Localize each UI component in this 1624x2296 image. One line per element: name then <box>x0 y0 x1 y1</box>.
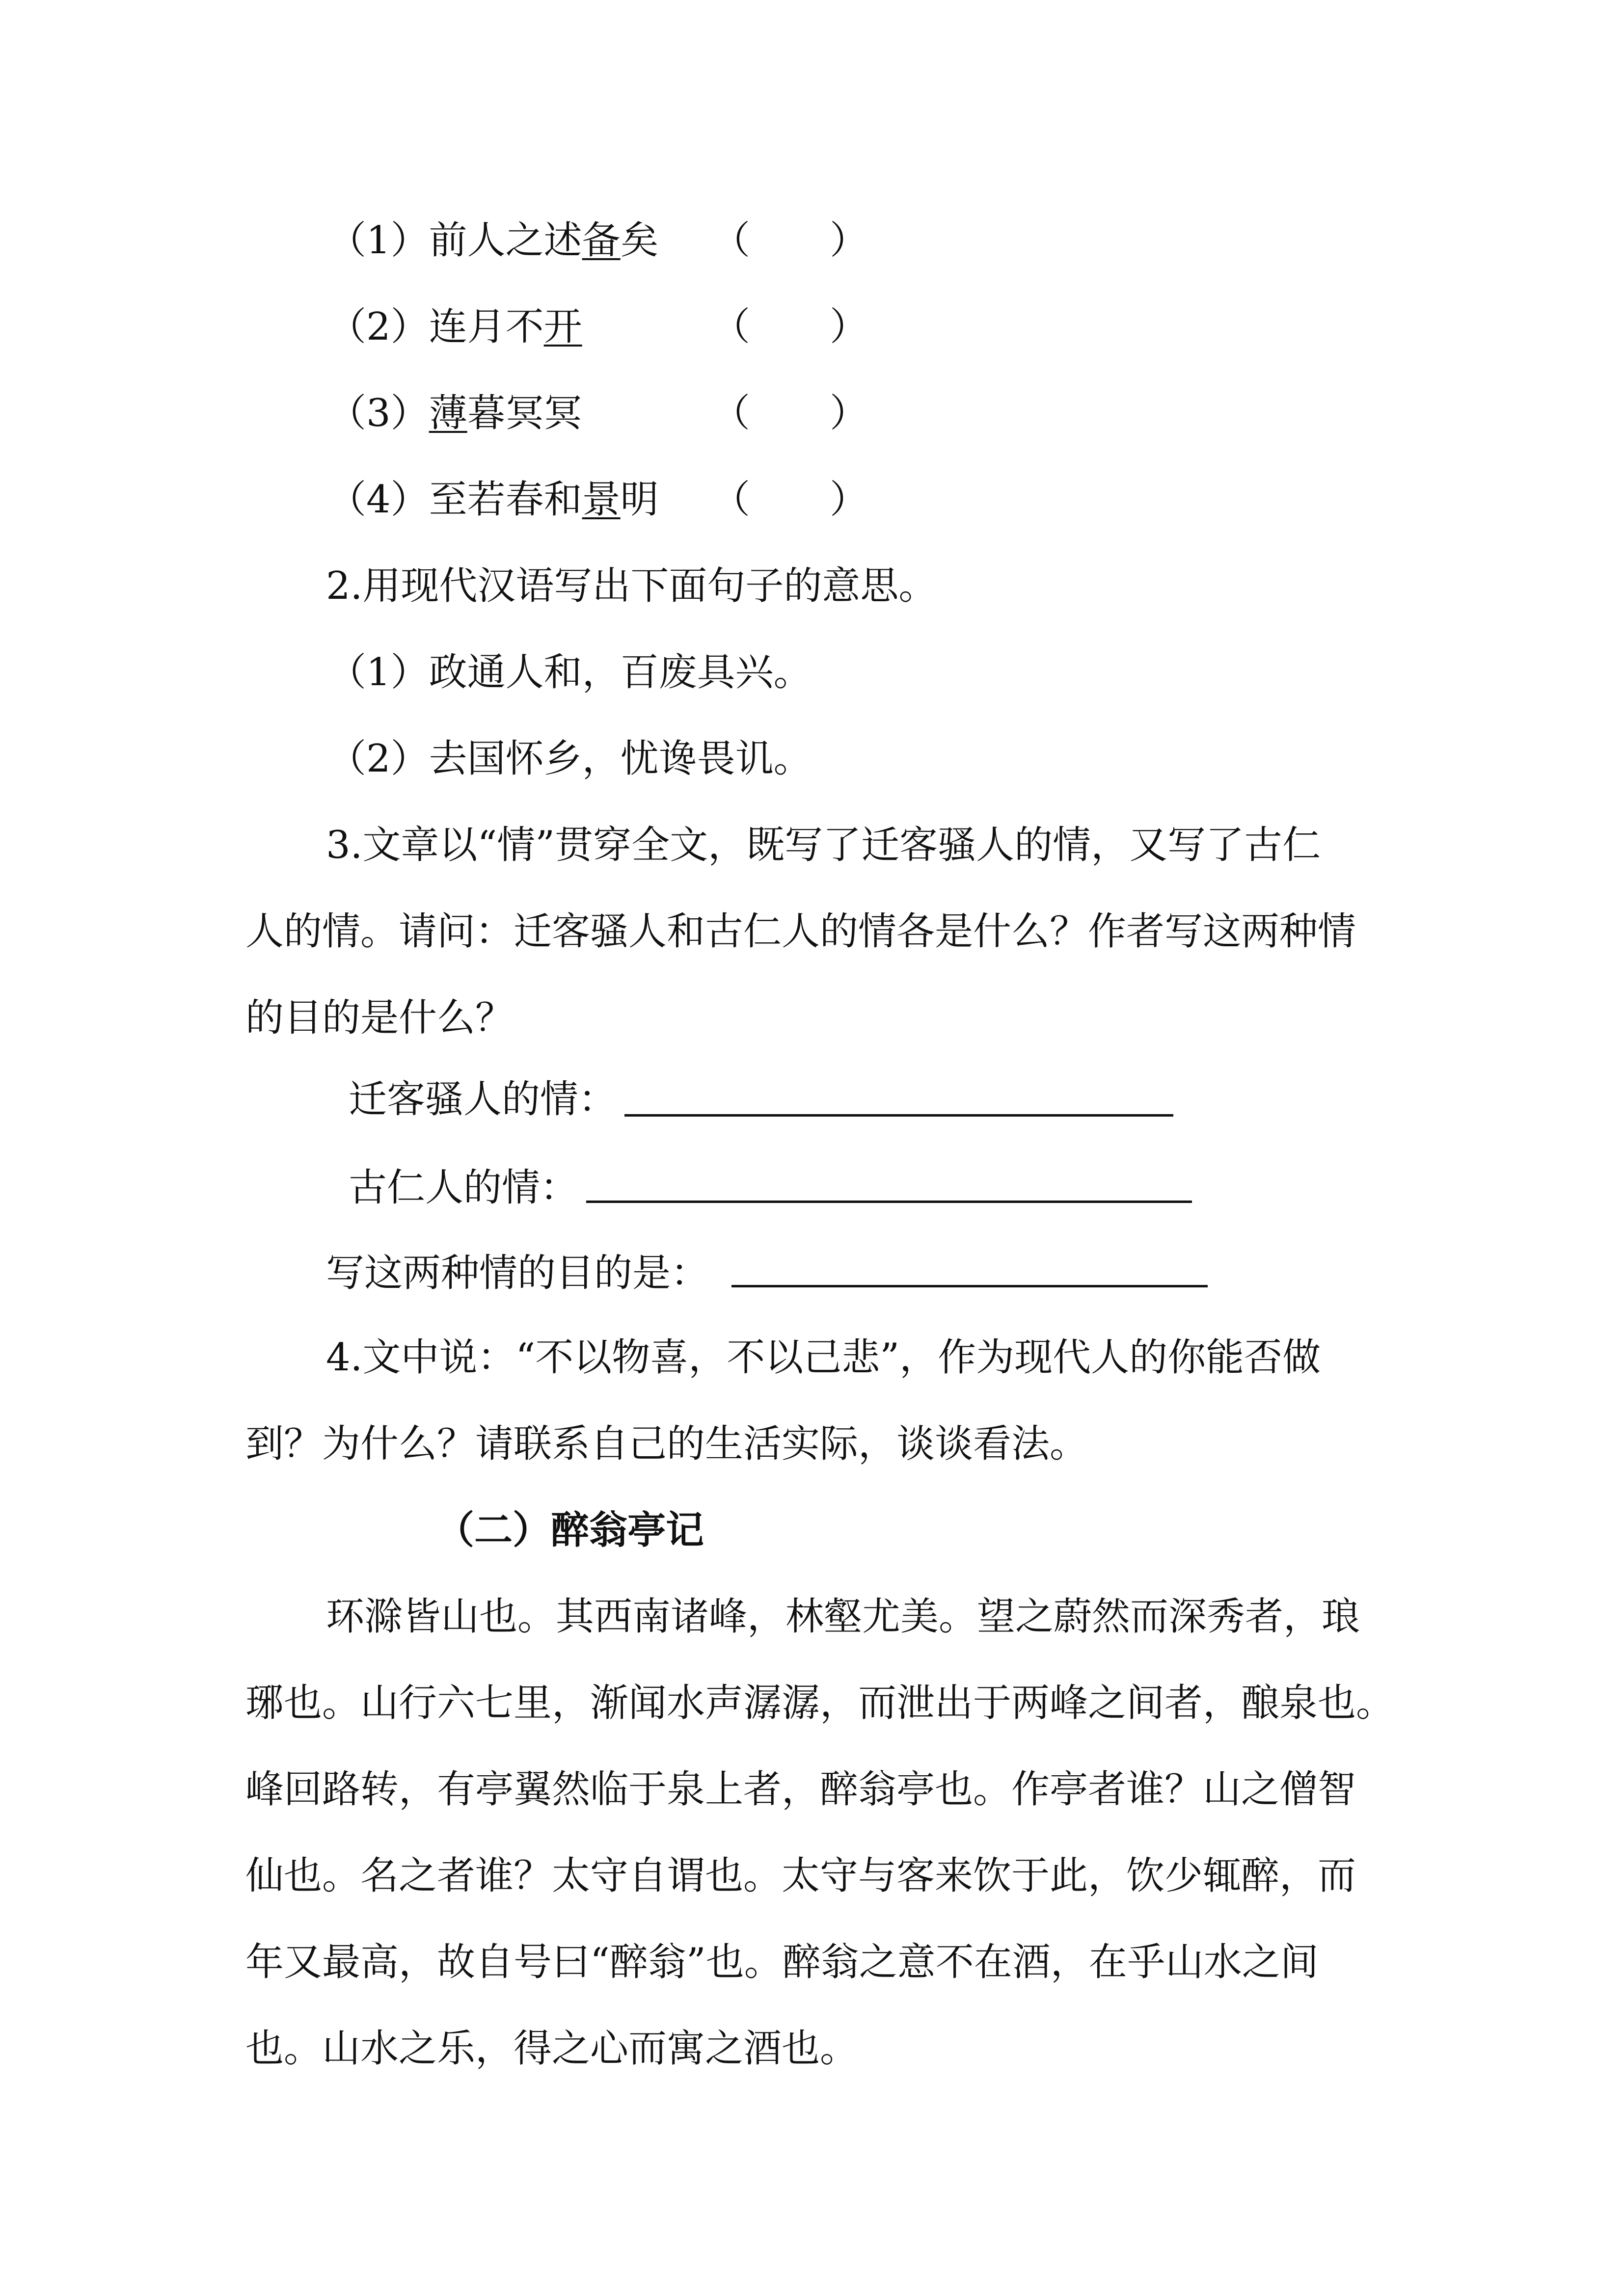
passage-line-5: 年又最高，故自号曰“醉翁”也。醉翁之意不在酒，在乎山水之间 <box>245 1940 1319 1984</box>
passage-line-6: 也。山水之乐，得之心而寓之酒也。 <box>245 2027 859 2071</box>
q3-line-2: 人的情。请问：迁客骚人和古仁人的情各是什么？作者写这两种情 <box>245 909 1356 954</box>
q2-item-2: （2）去国怀乡，忧谗畏讥。 <box>328 737 812 781</box>
q4-line-1: 4.文中说：“不以物喜，不以己悲”，作为现代人的你能否做 <box>326 1335 1321 1380</box>
answer-paren-close: ） <box>830 218 868 263</box>
answer-paren-open: （ <box>712 218 751 263</box>
underlined-word: 备 <box>582 218 621 263</box>
answer-paren-close: ） <box>830 391 868 435</box>
q1-item-2: （2）连月不开 <box>328 305 582 349</box>
answer-blank-1[interactable] <box>624 1114 1173 1117</box>
q1-item-1: （1）前人之述备矣 <box>328 218 659 263</box>
passage-line-1: 环滁皆山也。其西南诸峰，林壑尤美。望之蔚然而深秀者，琅 <box>326 1595 1360 1639</box>
answer-blank-2[interactable] <box>586 1201 1192 1203</box>
answer-paren-open: （ <box>712 478 751 522</box>
underlined-word: 开 <box>543 305 582 349</box>
item-number: （2） <box>328 305 429 349</box>
q3-line-1: 3.文章以“情”贯穿全文，既写了迁客骚人的情，又写了古仁 <box>326 823 1321 867</box>
q1-item-4: （4）至若春和景明 <box>328 478 659 522</box>
underlined-word: 薄 <box>429 391 467 435</box>
answer-paren-open: （ <box>712 305 751 349</box>
q2-item-1: （1）政通人和，百废具兴。 <box>328 650 812 694</box>
q3-answer-label-1: 迁客骚人的情： <box>349 1077 617 1121</box>
answer-paren-open: （ <box>712 391 751 435</box>
section-title: （二）醉翁亭记 <box>436 1508 704 1552</box>
answer-blank-3[interactable] <box>731 1285 1208 1287</box>
q1-item-3: （3）薄暮冥冥 <box>328 391 582 435</box>
passage-line-2: 琊也。山行六七里，渐闻水声潺潺，而泄出于两峰之间者，酿泉也。 <box>245 1681 1395 1725</box>
underlined-word: 景 <box>582 478 621 522</box>
q3-answer-label-3: 写这两种情的目的是： <box>326 1251 709 1295</box>
answer-paren-close: ） <box>830 478 868 522</box>
q3-answer-label-2: 古仁人的情： <box>349 1166 579 1210</box>
q3-line-3: 的目的是什么？ <box>245 996 514 1040</box>
item-number: （1） <box>328 218 429 263</box>
passage-line-4: 仙也。名之者谁？太守自谓也。太守与客来饮于此，饮少辄醉，而 <box>245 1854 1356 1898</box>
answer-paren-close: ） <box>830 305 868 349</box>
item-number: （4） <box>328 478 429 522</box>
passage-line-3: 峰回路转，有亭翼然临于泉上者，醉翁亭也。作亭者谁？山之僧智 <box>245 1767 1356 1812</box>
item-number: （3） <box>328 391 429 435</box>
q2-prompt: 2.用现代汉语写出下面句子的意思。 <box>326 564 937 608</box>
q4-line-2: 到？为什么？请联系自己的生活实际，谈谈看法。 <box>245 1422 1088 1466</box>
